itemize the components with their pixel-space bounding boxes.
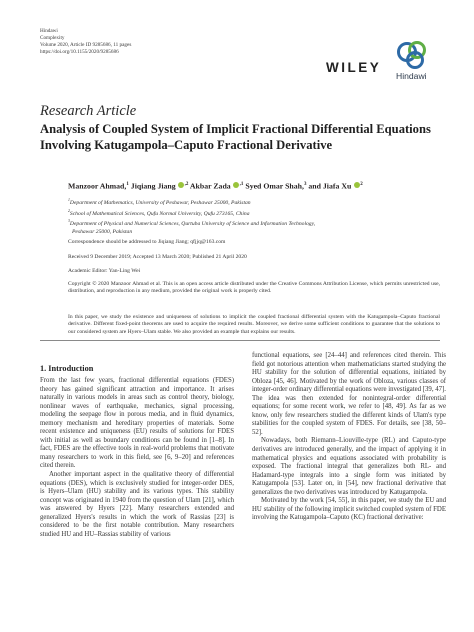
orcid-icon[interactable] <box>233 182 239 188</box>
body-paragraph: functional equations, see [24–44] and references cited therein. This field got notorious attention when mathematicians started studying the HU stability for the solution of differential equations, initiated by Obloza [45, 46]. Motivated by the work of Obloza, various classes of integer-order ordinary differential equations were investigated [39, 47]. The idea was then extended for nonintegral-order differential equations; for some recent work, we refer to [48, 49]. As far as we know, only few researchers studied the different kinds of Ulam's type stabilities for the coupled system of FDES. For details, see [38, 50–52]. <box>252 352 446 436</box>
affiliation-text: Department of Mathematics, University of Peshawar, Peshawar 25000, Pakistan <box>69 199 251 206</box>
body-column-left <box>40 364 234 539</box>
abstract: In this paper, we study the existence and uniqueness of solutions to implicit the coupled fractional differential system with the Katugampola–Caputo fractional derivative. Different fixed-point theorems are used to acquire the required results. Moreover, we derive some sufficient conditions to guarantee that the solutions to our considered system are Hyers–Ulam stable. We also provided an example that explains our results. <box>68 314 440 335</box>
author-affil-sup: 1 <box>126 182 129 187</box>
hindawi-wordmark: Hindawi <box>396 71 427 81</box>
author-affil-sup: 2 <box>360 182 363 187</box>
copyright-notice: Copyright © 2020 Manzoor Ahmad et al. This is an open access article distributed under the Creative Commons Attribution License, which permits unrestricted use, distribution, and reproduction in any medium, provided the original work is properly cited. <box>68 281 440 295</box>
journal-meta <box>40 28 131 56</box>
affiliation-item <box>68 208 440 219</box>
article-title: Analysis of Coupled System of Implicit Fractional Differential Equations Involving Katugampola–Caputo Fractional Derivative <box>40 122 431 152</box>
affiliation-continuation: Peshawar 25000, Pakistan <box>72 228 133 235</box>
body-paragraph: Nowadays, both Riemann–Liouville-type (RL) and Caputo-type derivatives are introduced generally, and the impact of applying it in mathematical physics and equations associated with probability is exposed. The fractional integral that generalizes both RL- and Hadamard-type integrals into a single form was initiated by Katugampola [53]. Later on, in [54], new fractional derivative that generalizes the two derivatives was introduced by Katugampola. <box>252 437 446 496</box>
affiliation-sup: 2 <box>68 208 70 213</box>
author-name: Syed Omar Shah, <box>245 181 304 191</box>
correspondence: Correspondence should be addressed to Jiqiang Jiang; qfjjq@163.com <box>68 239 226 245</box>
journal-name: Hindawi <box>40 28 58 34</box>
doi-link[interactable]: https://doi.org/10.1155/2020/9285686 <box>40 49 119 55</box>
affiliation-item <box>68 218 440 229</box>
body-paragraph: From the last few years, fractional differential equations (FDES) theory has gained significant attraction and importance. It arises naturally in various models in areas such as control theory, biology, nonlinear waves of earthquake, mechanics, signal processing, modeling the seepage flow in porous media, and in fluid dynamics, memory mechanism and hereditary properties of materials. Some recent existence and uniqueness (EU) results of solutions for FDES with initial as well as boundary conditions can be found in [1–8]. In fact, FDES are the effective tools in real-world problems that motivate many researchers to work in this field, see [6, 9–20] and references cited therein. <box>40 377 234 470</box>
article-type: Research Article <box>40 103 137 119</box>
body-column-right <box>252 352 446 523</box>
author-name: Manzoor Ahmad, <box>68 181 127 191</box>
affiliation-sup: 1 <box>68 198 70 202</box>
author-name: Jiqiang Jiang <box>130 181 176 191</box>
affiliation-text: School of Mathematical Sciences, Qufu Normal University, Qufu 273165, China <box>69 210 250 217</box>
author-name: and Jiafa Xu <box>308 181 352 191</box>
academic-editor: Academic Editor: Yan-Ling Wei <box>68 268 141 274</box>
author-affil-sup: 3 <box>303 182 307 187</box>
body-paragraph: Motivated by the work [54, 55], in this paper, we study the EU and HU stability of the following implicit switched coupled system of FDE involving the Katugampola–Caputo (KC) fractional derivative: <box>252 497 446 522</box>
author-name: Akbar Zada <box>189 181 231 191</box>
author-affil-sup: ,2 <box>184 182 189 187</box>
affiliation-list <box>68 197 440 237</box>
journal-title: Complexity <box>40 35 65 41</box>
affiliation-text: Department of Physical and Numerical Sciences, Qurtuba University of Science and Information Technology, <box>69 221 316 228</box>
wiley-logo: WILEY <box>326 60 382 75</box>
orcid-icon[interactable] <box>354 182 360 188</box>
body-paragraph: Another important aspect in the qualitative theory of differential equations (DES), which is exclusively studied for integer-order DES, is Hyers–Ulam (HU) stability and its various types. This stability concept was originated in 1940 from the question of Ulam [21], which was answered by Hyers [22]. Many researchers extended and generalized Hyers's results in which the work of Rassias [23] is considered to be the first notable contribution. Many researchers studied HU and HU–Rassias stability of various <box>40 471 234 538</box>
author-list <box>68 180 448 192</box>
section-heading: 1. Introduction <box>40 364 94 373</box>
affiliation-sup: 3 <box>68 219 70 224</box>
publication-dates: Received 9 December 2019; Accepted 13 March 2020; Published 21 April 2020 <box>68 254 247 260</box>
volume-line: Volume 2020, Article ID 9285686, 11 pages <box>40 42 132 48</box>
author-affil-sup: ,1 <box>239 182 244 187</box>
section-divider <box>40 340 440 341</box>
orcid-icon[interactable] <box>178 182 184 188</box>
affiliation-item <box>68 197 440 208</box>
